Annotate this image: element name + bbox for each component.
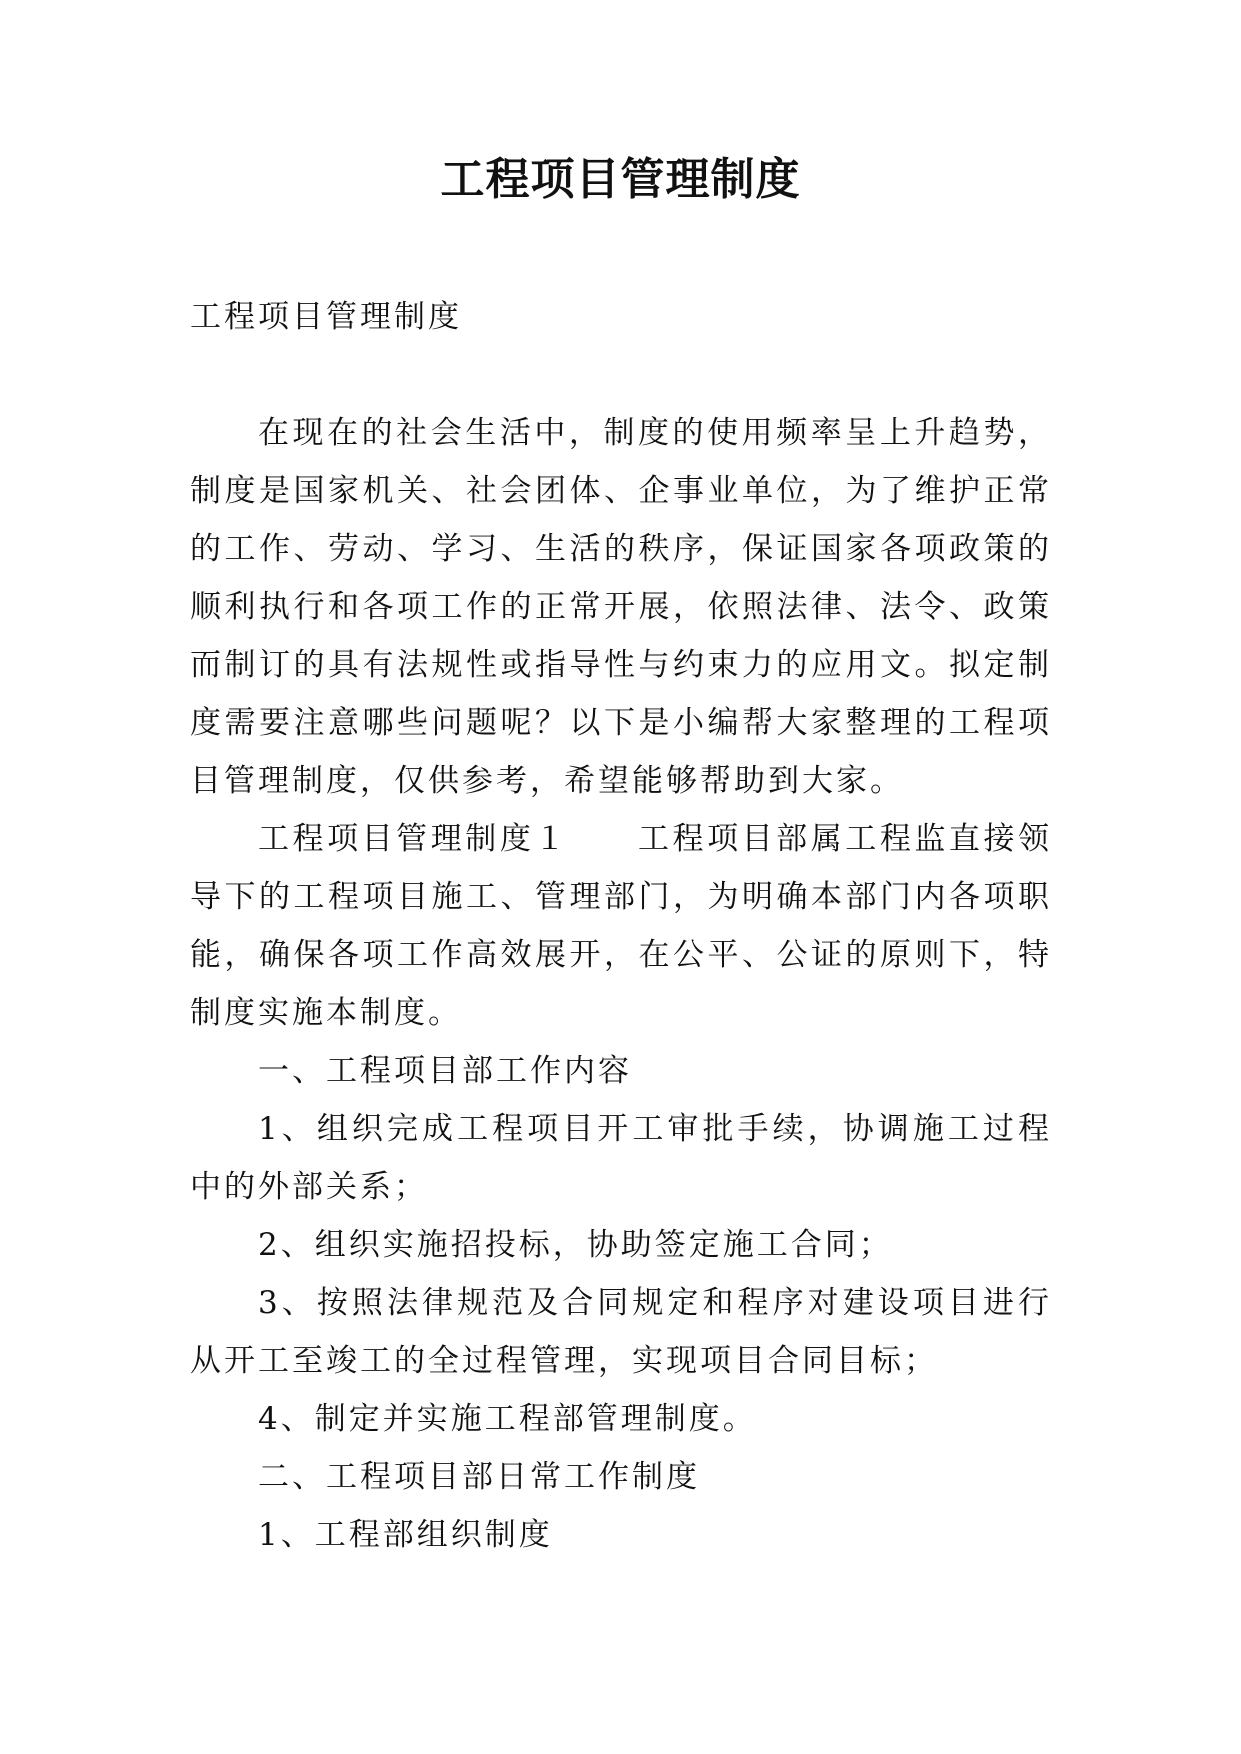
- document-body: [190, 288, 1052, 1564]
- list-item-organization: 1、工程部组织制度: [258, 1517, 553, 1553]
- intro-paragraph: 在现在的社会生活中，制度的使用频率呈上升趋势，制度是国家机关、社会团体、企事业单位，为了维护正常的工作、劳动、学习、生活的秩序，保证国家各项政策的顺利执行和各项工作的正常开展，依照法律、法令、政策而制订的具有法规性或指导性与约束力的应用文。拟定制度需要注意哪些问题呢？以下是小编帮大家整理的工程项目管理制度，仅供参考，希望能够帮助到大家。: [190, 415, 1052, 799]
- regulation-1-paragraph: 工程项目管理制度１ 工程项目部属工程监直接领导下的工程项目施工、管理部门，为明确本部门内各项职能，确保各项工作高效展开，在公平、公证的原则下，特制度实施本制度。: [190, 821, 1052, 1031]
- list-item-4: 4、制定并实施工程部管理制度。: [258, 1401, 757, 1437]
- list-item-3: 3、按照法律规范及合同规定和程序对建设项目进行从开工至竣工的全过程管理，实现项目合同目标；: [190, 1285, 1052, 1379]
- section-heading-work-content: 一、工程项目部工作内容: [258, 1053, 632, 1089]
- section-heading-daily-rules: 二、工程项目部日常工作制度: [258, 1459, 700, 1495]
- list-item-2: 2、组织实施招投标，协助签定施工合同；: [258, 1227, 893, 1263]
- document-subtitle: 工程项目管理制度: [190, 299, 462, 335]
- document-title: 工程项目管理制度: [440, 154, 801, 205]
- list-item-1: 1、组织完成工程项目开工审批手续，协调施工过程中的外部关系；: [190, 1111, 1052, 1205]
